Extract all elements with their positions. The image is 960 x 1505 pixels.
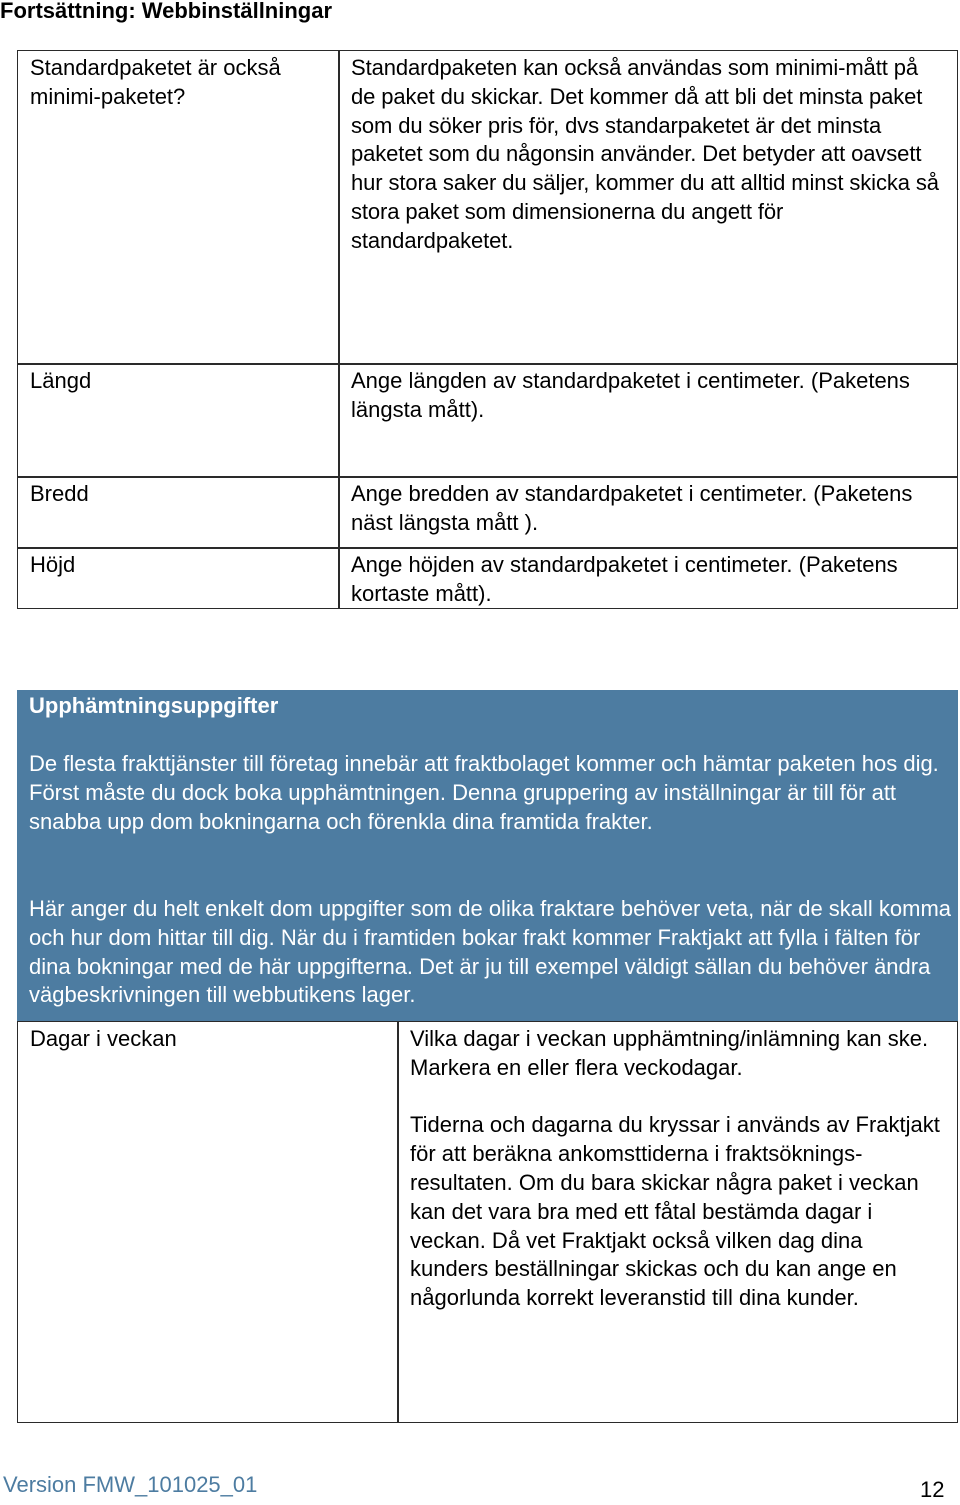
version-label: Version FMW_101025_01 [3, 1472, 258, 1497]
page-heading: Fortsättning: Webbinställningar [0, 0, 333, 23]
table-row-description: Standardpaketen kan också användas som minimi-mått på de paket du skickar. Det kommer då att bli det minsta paket som du söker pris för, dvs standarpaketet är det minsta paketet som du någonsin använder. Det betyder att oavsett hur stora saker du säljer, kommer du att alltid minst skicka så stora paket som dimensionerna du angett för standardpaketet. [338, 50, 958, 365]
table-row-label: Dagar i veckan [17, 1021, 399, 1423]
table-row-description: Ange längden av standardpaketet i centimeter. (Paketens längsta mått). [338, 363, 958, 478]
table-row-label: Bredd [17, 476, 340, 549]
section-paragraph: Här anger du helt enkelt dom uppgifter som de olika fraktare behöver veta, när de skall komma och hur dom hittar till dig. När du i framtiden bokar frakt kommer Fraktjakt att fylla i fälten för dina bokningar med de här uppgifterna. Det är ju till exempel väldigt sällan du behöver ändra vägbeskrivningen till webbutikens lager. [29, 896, 952, 1008]
table-row-label: Höjd [17, 547, 340, 609]
page-number: 12 [920, 1477, 945, 1502]
section-paragraph: De flesta frakttjänster till företag innebär att fraktbolaget kommer och hämtar paketen hos dig. Först måste du dock boka upphämtningen. Denna gruppering av inställningar är till för att snabba upp dom bokningarna och förenkla dina framtida frakter. [29, 751, 939, 834]
table-row-label: Standardpaketet är också minimi-paketet? [17, 50, 340, 365]
table-row-label: Längd [17, 363, 340, 478]
pickup-section [17, 690, 958, 1021]
section-title: Upphämtningsuppgifter [29, 693, 279, 718]
table-row-description: Ange bredden av standardpaketet i centimeter. (Paketens näst längsta mått ). [338, 476, 958, 549]
table-row-description: Vilka dagar i veckan upphämtning/inlämning kan ske. Markera en eller flera veckodagar. Tiderna och dagarna du kryssar i används av Fraktjakt för att beräkna ankomsttiderna i fraktsöknings-resultaten. Om du bara skickar några paket i veckan kan det vara bra med ett fåtal bestämda dagar i veckan. Då vet Fraktjakt också vilken dag dina kunders beställningar skickas och du kan ange en någorlunda korrekt leveranstid till dina kunder. [397, 1021, 958, 1423]
table-row-description: Ange höjden av standardpaketet i centimeter. (Paketens kortaste mått). [338, 547, 958, 609]
